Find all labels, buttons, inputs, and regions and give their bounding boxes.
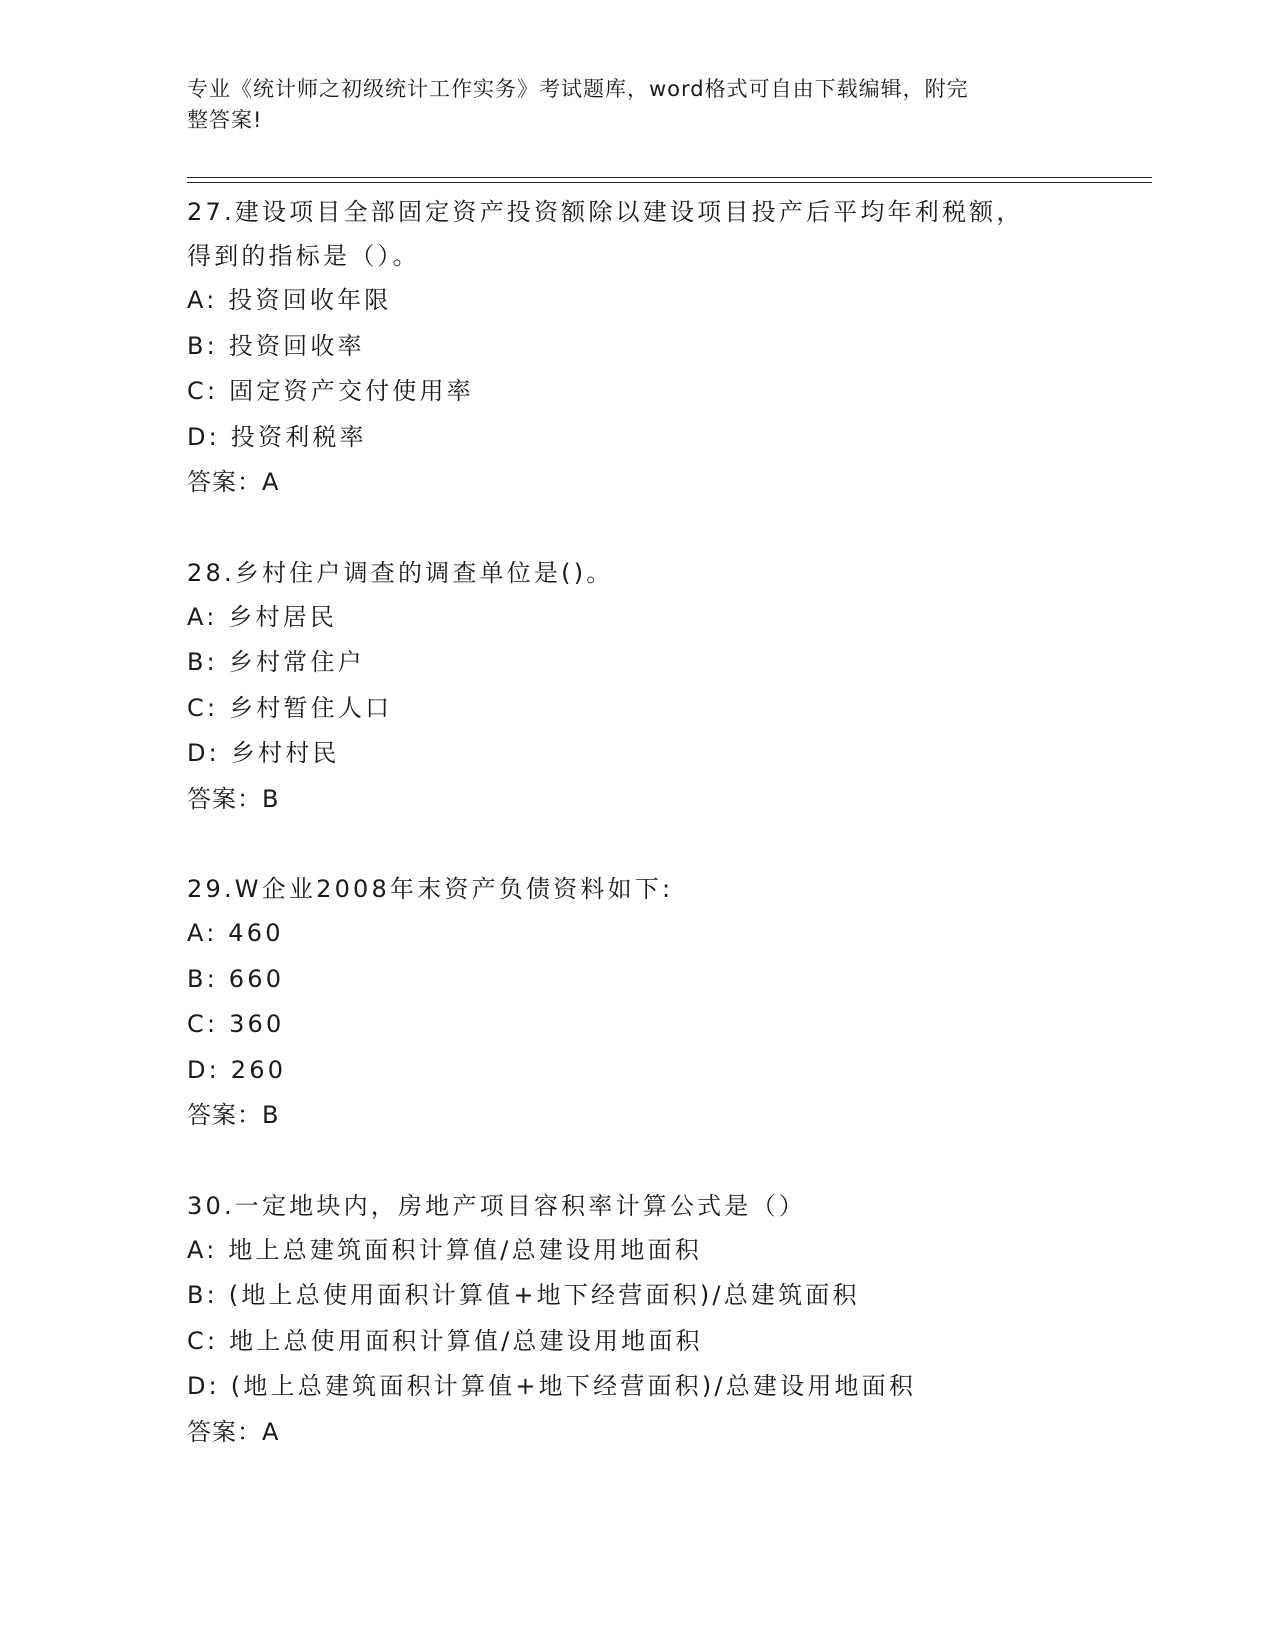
answer: 答案：A bbox=[187, 468, 280, 496]
option-c: C: 360 bbox=[187, 1010, 285, 1038]
option-a: A: 460 bbox=[187, 919, 284, 947]
option-b: B: 660 bbox=[187, 964, 285, 993]
option-b: B: 投资回收率 bbox=[187, 331, 365, 360]
answer: 答案：B bbox=[187, 784, 280, 813]
option-d: D: (地上总建筑面积计算值+地下经营面积)/总建设用地面积 bbox=[187, 1372, 917, 1400]
option-c: C: 乡村暂住人口 bbox=[187, 693, 393, 722]
question-text: 27.建设项目全部固定资产投资额除以建设项目投产后平均年利税额， bbox=[187, 198, 1024, 226]
header-divider-bottom bbox=[187, 182, 1152, 183]
option-a: A: 投资回收年限 bbox=[187, 286, 392, 314]
option-a: A: 地上总建筑面积计算值/总建设用地面积 bbox=[187, 1235, 702, 1264]
question-30 bbox=[187, 1184, 1087, 1456]
option-c: C: 地上总使用面积计算值/总建设用地面积 bbox=[187, 1326, 703, 1355]
option-b: B: (地上总使用面积计算值+地下经营面积)/总建筑面积 bbox=[187, 1281, 860, 1309]
question-text: 29.W企业2008年末资产负债资料如下: bbox=[187, 875, 674, 903]
question-29 bbox=[187, 867, 1087, 1139]
option-d: D: 260 bbox=[187, 1055, 287, 1084]
option-d: D: 投资利税率 bbox=[187, 422, 367, 451]
question-text-continued: 得到的指标是（）。 bbox=[187, 242, 420, 270]
question-27 bbox=[187, 190, 1087, 506]
answer: 答案：B bbox=[187, 1101, 280, 1129]
document-header bbox=[187, 74, 1067, 136]
option-c: C: 固定资产交付使用率 bbox=[187, 377, 474, 405]
header-divider-top bbox=[187, 177, 1152, 178]
question-text: 30.一定地块内，房地产项目容积率计算公式是（） bbox=[187, 1191, 806, 1220]
option-d: D: 乡村村民 bbox=[187, 739, 340, 767]
header-line-1: 专业《统计师之初级统计工作实务》考试题库，word格式可自由下载编辑，附完 bbox=[187, 77, 969, 101]
answer: 答案：A bbox=[187, 1417, 280, 1446]
option-a: A: 乡村居民 bbox=[187, 602, 338, 631]
question-text: 28.乡村住户调查的调查单位是()。 bbox=[187, 558, 614, 587]
question-28 bbox=[187, 551, 1087, 823]
option-b: B: 乡村常住户 bbox=[187, 648, 365, 676]
header-line-2: 整答案! bbox=[187, 108, 263, 132]
question-list bbox=[187, 190, 1087, 1500]
